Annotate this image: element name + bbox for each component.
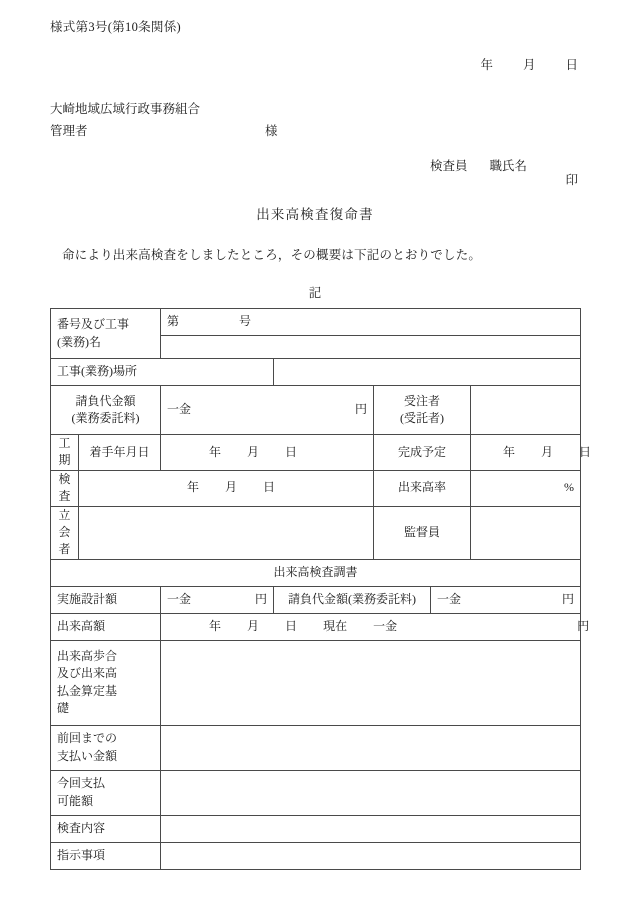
- cell-label-rate-basis: [51, 640, 161, 725]
- cell-value-location[interactable]: [274, 359, 581, 386]
- section-header: 出来高検査調書: [51, 559, 581, 586]
- cell-value-contract-amount[interactable]: [161, 386, 374, 435]
- rate-basis-line4: 礎: [57, 701, 70, 716]
- addressee-organization: 大崎地域広域行政事務組合: [50, 102, 201, 116]
- rate-basis-line1: 出来高歩合: [57, 648, 118, 663]
- cell-value-inspection-content[interactable]: [161, 815, 581, 842]
- contractor-label-line2: (受託者): [400, 411, 445, 425]
- cell-label-inspection-content: 検査内容: [51, 815, 161, 842]
- date-day-label: 日: [565, 58, 578, 72]
- table-row-inspection-content: [51, 815, 581, 842]
- rate-basis-line2: 及び出来高: [57, 666, 118, 681]
- inspection-year: 年: [187, 480, 200, 495]
- contract-amount-yen: 円: [355, 402, 368, 417]
- cell-value-design-amount[interactable]: [161, 586, 274, 613]
- contract-label-line1: 請負代金額: [75, 393, 136, 408]
- table-row-rate-basis: [51, 640, 581, 725]
- body-text: 命により出来高検査をしましたところ，その概要は下記のとおりでした。: [62, 248, 482, 262]
- ki-mark: 記: [308, 286, 322, 300]
- completion-year: 年: [503, 444, 516, 459]
- table-row-instructions: [51, 842, 581, 869]
- date-line: [480, 55, 578, 73]
- table-row-location: [51, 359, 581, 386]
- cell-value-completion-date[interactable]: [471, 435, 592, 471]
- cell-value-work-name[interactable]: [161, 336, 581, 359]
- previous-payment-line2: 支払い金額: [57, 748, 118, 763]
- number-name-label-line2: (業務)名: [57, 334, 101, 349]
- current-payable-line1: 今回支払: [57, 776, 106, 791]
- cell-value-inspection-date[interactable]: [79, 470, 374, 506]
- contract-amount-prefix: 一金: [167, 402, 192, 417]
- current-payable-line2: 可能額: [57, 793, 94, 808]
- contract-amount-2-yen: 円: [562, 592, 575, 607]
- previous-payment-line1: 前回までの: [57, 731, 118, 746]
- table-row-period: [51, 435, 581, 471]
- cell-value-rate-basis[interactable]: [161, 640, 581, 725]
- cell-value-contract-amount-2[interactable]: [431, 586, 581, 613]
- cell-value-number[interactable]: [161, 309, 581, 336]
- cell-label-period: 工期: [51, 435, 79, 471]
- progress-amount-yen: 円: [577, 619, 590, 634]
- inspection-month: 月: [225, 480, 238, 495]
- contract-amount-2-prefix: 一金: [437, 592, 462, 607]
- number-suffix: 号: [239, 314, 252, 329]
- cell-label-design-amount: 実施設計額: [51, 586, 161, 613]
- completion-day: 日: [579, 444, 592, 459]
- cell-value-instructions[interactable]: [161, 842, 581, 869]
- cell-value-progress-rate[interactable]: [471, 470, 581, 506]
- inspection-form-table: [50, 308, 592, 870]
- cell-label-previous-payment: [51, 725, 161, 770]
- form-number: 様式第3号(第10条関係): [50, 20, 181, 34]
- progress-day: 日: [285, 619, 298, 634]
- cell-value-progress-amount[interactable]: [161, 613, 590, 640]
- table-row-previous-payment: [51, 725, 581, 770]
- cell-label-location: 工事(業務)場所: [51, 359, 274, 386]
- inspector-block: [430, 155, 527, 177]
- addressee-role-row: [50, 120, 278, 142]
- start-day: 日: [285, 444, 298, 459]
- cell-label-contract-amount: [51, 386, 161, 435]
- inspection-day: 日: [263, 480, 276, 495]
- addressee-role: 管理者: [50, 124, 88, 138]
- date-month-label: 月: [522, 58, 536, 72]
- progress-month: 月: [247, 619, 260, 634]
- rate-basis-line3: 払金算定基: [57, 683, 118, 698]
- cell-label-progress-rate: 出来高率: [374, 470, 471, 506]
- design-amount-yen: 円: [255, 592, 268, 607]
- completion-month: 月: [541, 444, 554, 459]
- seal-mark: 印: [565, 173, 578, 187]
- cell-label-supervisor: 監督員: [374, 506, 471, 559]
- cell-label-contract-amount-2: 請負代金額(業務委託料): [274, 586, 431, 613]
- table-row-contract: [51, 386, 581, 435]
- date-year-label: 年: [480, 58, 493, 72]
- cell-value-witness[interactable]: [79, 506, 374, 559]
- table-row-design-amount: [51, 586, 581, 613]
- contractor-label-line1: 受注者: [404, 393, 441, 408]
- addressee-block: [50, 98, 278, 142]
- table-row-witness: [51, 506, 581, 559]
- page-title: 出来高検査復命書: [256, 207, 374, 222]
- table-row-section-header: [51, 559, 581, 586]
- cell-label-start-date: 着手年月日: [79, 435, 161, 471]
- addressee-honorific: 様: [265, 124, 278, 138]
- cell-label-progress-amount: 出来高額: [51, 613, 161, 640]
- progress-amount-prefix: 一金: [373, 619, 398, 634]
- cell-value-start-date[interactable]: [161, 435, 374, 471]
- cell-value-previous-payment[interactable]: [161, 725, 581, 770]
- table-row-number-name: [51, 309, 581, 336]
- progress-rate-percent: %: [564, 480, 575, 495]
- cell-value-contractor[interactable]: [471, 386, 581, 435]
- contract-label-line2: (業務委託料): [71, 411, 140, 425]
- cell-label-number-name: [51, 309, 161, 359]
- inspector-title: 検査員: [430, 159, 468, 173]
- inspector-name-label: 職氏名: [489, 159, 528, 173]
- number-name-label-line1: 番号及び工事: [57, 317, 130, 332]
- cell-label-instructions: 指示事項: [51, 842, 161, 869]
- cell-label-contractor: [374, 386, 471, 435]
- start-month: 月: [247, 444, 260, 459]
- progress-as-of: 現在: [323, 619, 348, 634]
- table-row-inspection: [51, 470, 581, 506]
- cell-label-inspection: 検査: [51, 470, 79, 506]
- table-row-current-payable: [51, 770, 581, 815]
- cell-value-supervisor[interactable]: [471, 506, 581, 559]
- design-amount-prefix: 一金: [167, 592, 192, 607]
- number-prefix: 第: [167, 314, 180, 329]
- progress-year: 年: [209, 619, 222, 634]
- cell-value-current-payable[interactable]: [161, 770, 581, 815]
- cell-label-completion: 完成予定: [374, 435, 471, 471]
- start-year: 年: [209, 444, 222, 459]
- cell-label-current-payable: [51, 770, 161, 815]
- table-row-progress-amount: [51, 613, 581, 640]
- cell-label-witness: 立会者: [51, 506, 79, 559]
